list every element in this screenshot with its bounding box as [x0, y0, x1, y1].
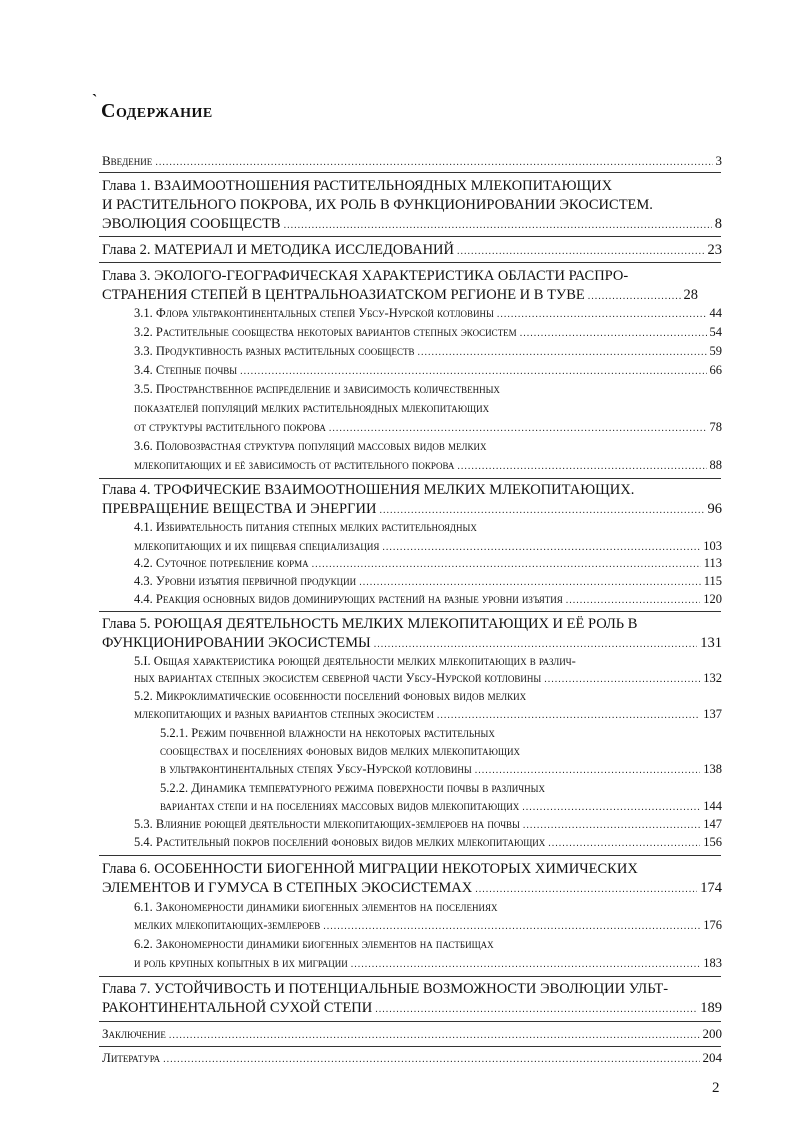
toc-entry-label: ЭВОЛЮЦИЯ СООБЩЕСТВ [102, 216, 281, 232]
toc-chapter-4[interactable] [102, 501, 722, 518]
toc-section-5-2-1-line1: 5.2.1. Режим почвенной влажности на некоторых растительных [160, 726, 495, 740]
divider [99, 262, 721, 263]
toc-entry-page: 174 [700, 880, 722, 896]
leader-dots [375, 1004, 697, 1015]
toc-entry-label: 4.3. Уровни изъятия первичной продукции [134, 574, 357, 588]
toc-entry-label: 3.3. Продуктивность разных растительных сообществ [134, 344, 415, 358]
toc-section-5-2[interactable] [134, 707, 722, 722]
toc-entry-label: 4.2. Суточное потребление корма [134, 556, 309, 570]
leader-dots [520, 328, 707, 339]
leader-dots [417, 347, 706, 358]
toc-entry-page: 147 [703, 817, 722, 831]
leader-dots [544, 674, 700, 685]
divider [99, 1021, 721, 1022]
page-number: 2 [712, 1080, 720, 1096]
toc-section-3-4[interactable] [134, 363, 722, 378]
divider [99, 478, 721, 479]
leader-dots [312, 559, 701, 570]
toc-section-5-2-1[interactable] [160, 762, 722, 777]
toc-section-3-5-line1: 3.5. Пространственное распределение и зависимость количественных [134, 382, 500, 396]
toc-entry-page: 144 [703, 799, 722, 813]
leader-dots [329, 423, 707, 434]
toc-entry-label: от структуры растительного покрова [134, 420, 326, 434]
toc-entry-page: 132 [703, 671, 722, 685]
toc-section-6-2[interactable] [134, 956, 722, 971]
toc-entry-label: млекопитающих и их пищевая специализация [134, 539, 380, 553]
divider [99, 172, 721, 173]
toc-entry-page: 59 [709, 344, 722, 358]
toc-entry-page: 189 [700, 1000, 722, 1016]
leader-dots [497, 309, 707, 320]
toc-entry-page: 23 [707, 242, 722, 258]
toc-entry-page: 88 [709, 458, 722, 472]
toc-entry-label: млекопитающих и её зависимость от растительного покрова [134, 458, 455, 472]
toc-entry-label: Глава 2. МАТЕРИАЛ И МЕТОДИКА ИССЛЕДОВАНИЙ [102, 242, 454, 258]
toc-chapter-5-line1: Глава 5. РОЮЩАЯ ДЕЯТЕЛЬНОСТЬ МЕЛКИХ МЛЕКОПИТАЮЩИХ И ЕЁ РОЛЬ В [102, 616, 638, 632]
toc-chapter-7-line1: Глава 7. УСТОЙЧИВОСТЬ И ПОТЕНЦИАЛЬНЫЕ ВОЗМОЖНОСТИ ЭВОЛЮЦИИ УЛЬТ- [102, 981, 669, 997]
leader-dots [588, 291, 681, 302]
leader-dots [382, 542, 700, 553]
toc-section-3-2[interactable] [134, 325, 722, 340]
toc-entry-page: 44 [709, 306, 722, 320]
toc-entry-label: в ультраконтинентальных степях Убсу-Нурской котловины [160, 762, 472, 776]
toc-section-4-2[interactable] [134, 556, 722, 571]
toc-entry-page: 138 [703, 762, 722, 776]
toc-entry-page: 78 [709, 420, 722, 434]
toc-section-4-1[interactable] [134, 539, 722, 554]
toc-section-4-4[interactable] [134, 592, 722, 607]
toc-section-4-3[interactable] [134, 574, 722, 589]
toc-section-3-6-line1: 3.6. Половозрастная структура популяций массовых видов мелких [134, 439, 487, 453]
toc-entry-label: 3.4. Степные почвы [134, 363, 238, 377]
toc-chapter-4-line1: Глава 4. ТРОФИЧЕСКИЕ ВЗАИМООТНОШЕНИЯ МЕЛКИХ МЛЕКОПИТАЮЩИХ. [102, 482, 635, 498]
toc-chapter-2[interactable] [102, 242, 722, 259]
toc-entry-label: ных вариантах степных экосистем северной части Убсу-Нурской котловины [134, 671, 542, 685]
toc-entry-label: 3.2. Растительные сообщества некоторых вариантов степных экосистем [134, 325, 517, 339]
page-title: Содержание [101, 100, 213, 122]
toc-entry-page: 183 [703, 956, 722, 970]
toc-chapter-3[interactable] [102, 287, 698, 304]
divider [99, 855, 721, 856]
toc-section-3-6[interactable] [134, 458, 722, 473]
toc-section-5-2-2[interactable] [160, 799, 722, 814]
toc-chapter-3-line1: Глава 3. ЭКОЛОГО-ГЕОГРАФИЧЕСКАЯ ХАРАКТЕРИСТИКА ОБЛАСТИ РАСПРО- [102, 268, 629, 284]
toc-entry-page: 28 [683, 287, 698, 303]
toc-entry-label: ПРЕВРАЩЕНИЕ ВЕЩЕСТВА И ЭНЕРГИИ [102, 501, 377, 517]
leader-dots [475, 884, 697, 895]
toc-section-5-3[interactable] [134, 817, 722, 832]
toc-entry-page: 120 [703, 592, 722, 606]
leader-dots [284, 220, 712, 231]
toc-entry-page: 3 [715, 153, 722, 168]
toc-entry-label: и роль крупных копытных в их миграции [134, 956, 348, 970]
leader-dots [457, 246, 705, 257]
toc-entry-label: млекопитающих и разных вариантов степных экосистем [134, 707, 434, 721]
leader-dots [359, 577, 701, 588]
leader-dots [379, 505, 704, 516]
toc-entry-label: Литература [102, 1050, 161, 1065]
toc-entry-label: 4.4. Реакция основных видов доминирующих растений на разные уровни изъятия [134, 592, 563, 606]
leader-dots [522, 802, 700, 813]
toc-entry-literature[interactable] [102, 1050, 722, 1066]
toc-entry-page: 103 [703, 539, 722, 553]
toc-section-5-2-2-line1: 5.2.2. Динамика температурного режима поверхности почвы в различных [160, 781, 546, 795]
toc-entry-label: 3.1. Флора ультраконтинентальных степей Убсу-Нурской котловины [134, 306, 494, 320]
leader-dots [155, 157, 712, 168]
leader-dots [163, 1054, 699, 1065]
divider [99, 236, 721, 237]
toc-section-6-1[interactable] [134, 918, 722, 933]
leader-dots [475, 765, 701, 776]
toc-section-5-2-1-line2: сообществах и поселениях фоновых видов мелких млекопитающих [160, 744, 520, 758]
toc-entry-page: 96 [707, 501, 722, 517]
toc-entry-label: Введение [102, 153, 153, 168]
leader-dots [169, 1030, 700, 1041]
toc-chapter-5[interactable] [102, 635, 722, 652]
toc-section-4-1-line1: 4.1. Избирательность питания степных мелких растительноядных [134, 520, 477, 534]
toc-section-5-1-line1: 5.I. Общая характеристика роющей деятельности мелких млекопитающих в различ- [134, 654, 576, 668]
toc-entry-label: СТРАНЕНИЯ СТЕПЕЙ В ЦЕНТРАЛЬНОАЗИАТСКОМ РЕГИОНЕ И В ТУВЕ [102, 287, 585, 303]
toc-chapter-1[interactable] [102, 216, 722, 233]
toc-section-3-1[interactable] [134, 306, 722, 321]
toc-entry-page: 115 [703, 574, 722, 588]
toc-entry-label: ЭЛЕМЕНТОВ И ГУМУСА В СТЕПНЫХ ЭКОСИСТЕМАХ [102, 880, 473, 896]
leader-dots [240, 366, 706, 377]
leader-dots [351, 959, 701, 970]
toc-entry-page: 113 [703, 556, 722, 570]
leader-dots [437, 710, 700, 721]
toc-chapter-1-line1: Глава 1. ВЗАИМООТНОШЕНИЯ РАСТИТЕЛЬНОЯДНЫХ МЛЕКОПИТАЮЩИХ [102, 178, 613, 194]
toc-entry-label: 5.4. Растительный покров поселений фоновых видов мелких млекопитающих [134, 835, 546, 849]
toc-entry-page: 204 [702, 1050, 722, 1065]
toc-chapter-6-line1: Глава 6. ОСОБЕННОСТИ БИОГЕННОЙ МИГРАЦИИ НЕКОТОРЫХ ХИМИЧЕСКИХ [102, 861, 638, 877]
toc-chapter-7[interactable] [102, 1000, 722, 1017]
leader-dots [374, 639, 698, 650]
toc-entry-page: 8 [714, 216, 722, 232]
toc-entry-label: вариантах степи и на поселениях массовых видов млекопитающих [160, 799, 520, 813]
leader-dots [548, 838, 700, 849]
toc-chapter-1-line2: И РАСТИТЕЛЬНОГО ПОКРОВА, ИХ РОЛЬ В ФУНКЦИОНИРОВАНИИ ЭКОСИСТЕМ. [102, 197, 653, 213]
leader-dots [323, 921, 700, 932]
stray-mark: ` [92, 92, 98, 109]
toc-entry-page: 156 [703, 835, 722, 849]
toc-entry-page: 200 [702, 1026, 722, 1041]
toc-entry-label: ФУНКЦИОНИРОВАНИИ ЭКОСИСТЕМЫ [102, 635, 371, 651]
toc-section-6-1-line1: 6.1. Закономерности динамики биогенных элементов на поселениях [134, 900, 498, 914]
divider [99, 1046, 721, 1047]
leader-dots [566, 595, 700, 606]
toc-section-3-5-line2: показателей популяций мелких растительноядных млекопитающих [134, 401, 490, 415]
toc-entry-label: мелких млекопитающих-землероев [134, 918, 321, 932]
toc-entry-label: РАКОНТИНЕНТАЛЬНОЙ СУХОЙ СТЕПИ [102, 1000, 373, 1016]
divider [99, 976, 721, 977]
leader-dots [457, 461, 706, 472]
divider [99, 611, 721, 612]
toc-section-3-3[interactable] [134, 344, 722, 359]
toc-section-3-5[interactable] [134, 420, 722, 435]
toc-entry-page: 54 [709, 325, 722, 339]
toc-entry-label: 5.3. Влияние роющей деятельности млекопитающих-землероев на почвы [134, 817, 520, 831]
toc-section-5-4[interactable] [134, 835, 722, 850]
leader-dots [523, 820, 700, 831]
toc-entry-conclusion[interactable] [102, 1026, 722, 1042]
toc-section-5-2-line1: 5.2. Микроклиматические особенности поселений фоновых видов мелких [134, 689, 527, 703]
toc-chapter-6[interactable] [102, 880, 722, 897]
toc-section-6-2-line1: 6.2. Закономерности динамики биогенных элементов на пастбищах [134, 937, 494, 951]
toc-entry-page: 176 [703, 918, 722, 932]
toc-entry-page: 131 [700, 635, 722, 651]
toc-section-5-1[interactable] [134, 671, 722, 686]
toc-entry-page: 137 [703, 707, 722, 721]
toc-entry-intro[interactable] [102, 153, 722, 169]
toc-entry-label: Заключение [102, 1026, 166, 1041]
toc-entry-page: 66 [709, 363, 722, 377]
